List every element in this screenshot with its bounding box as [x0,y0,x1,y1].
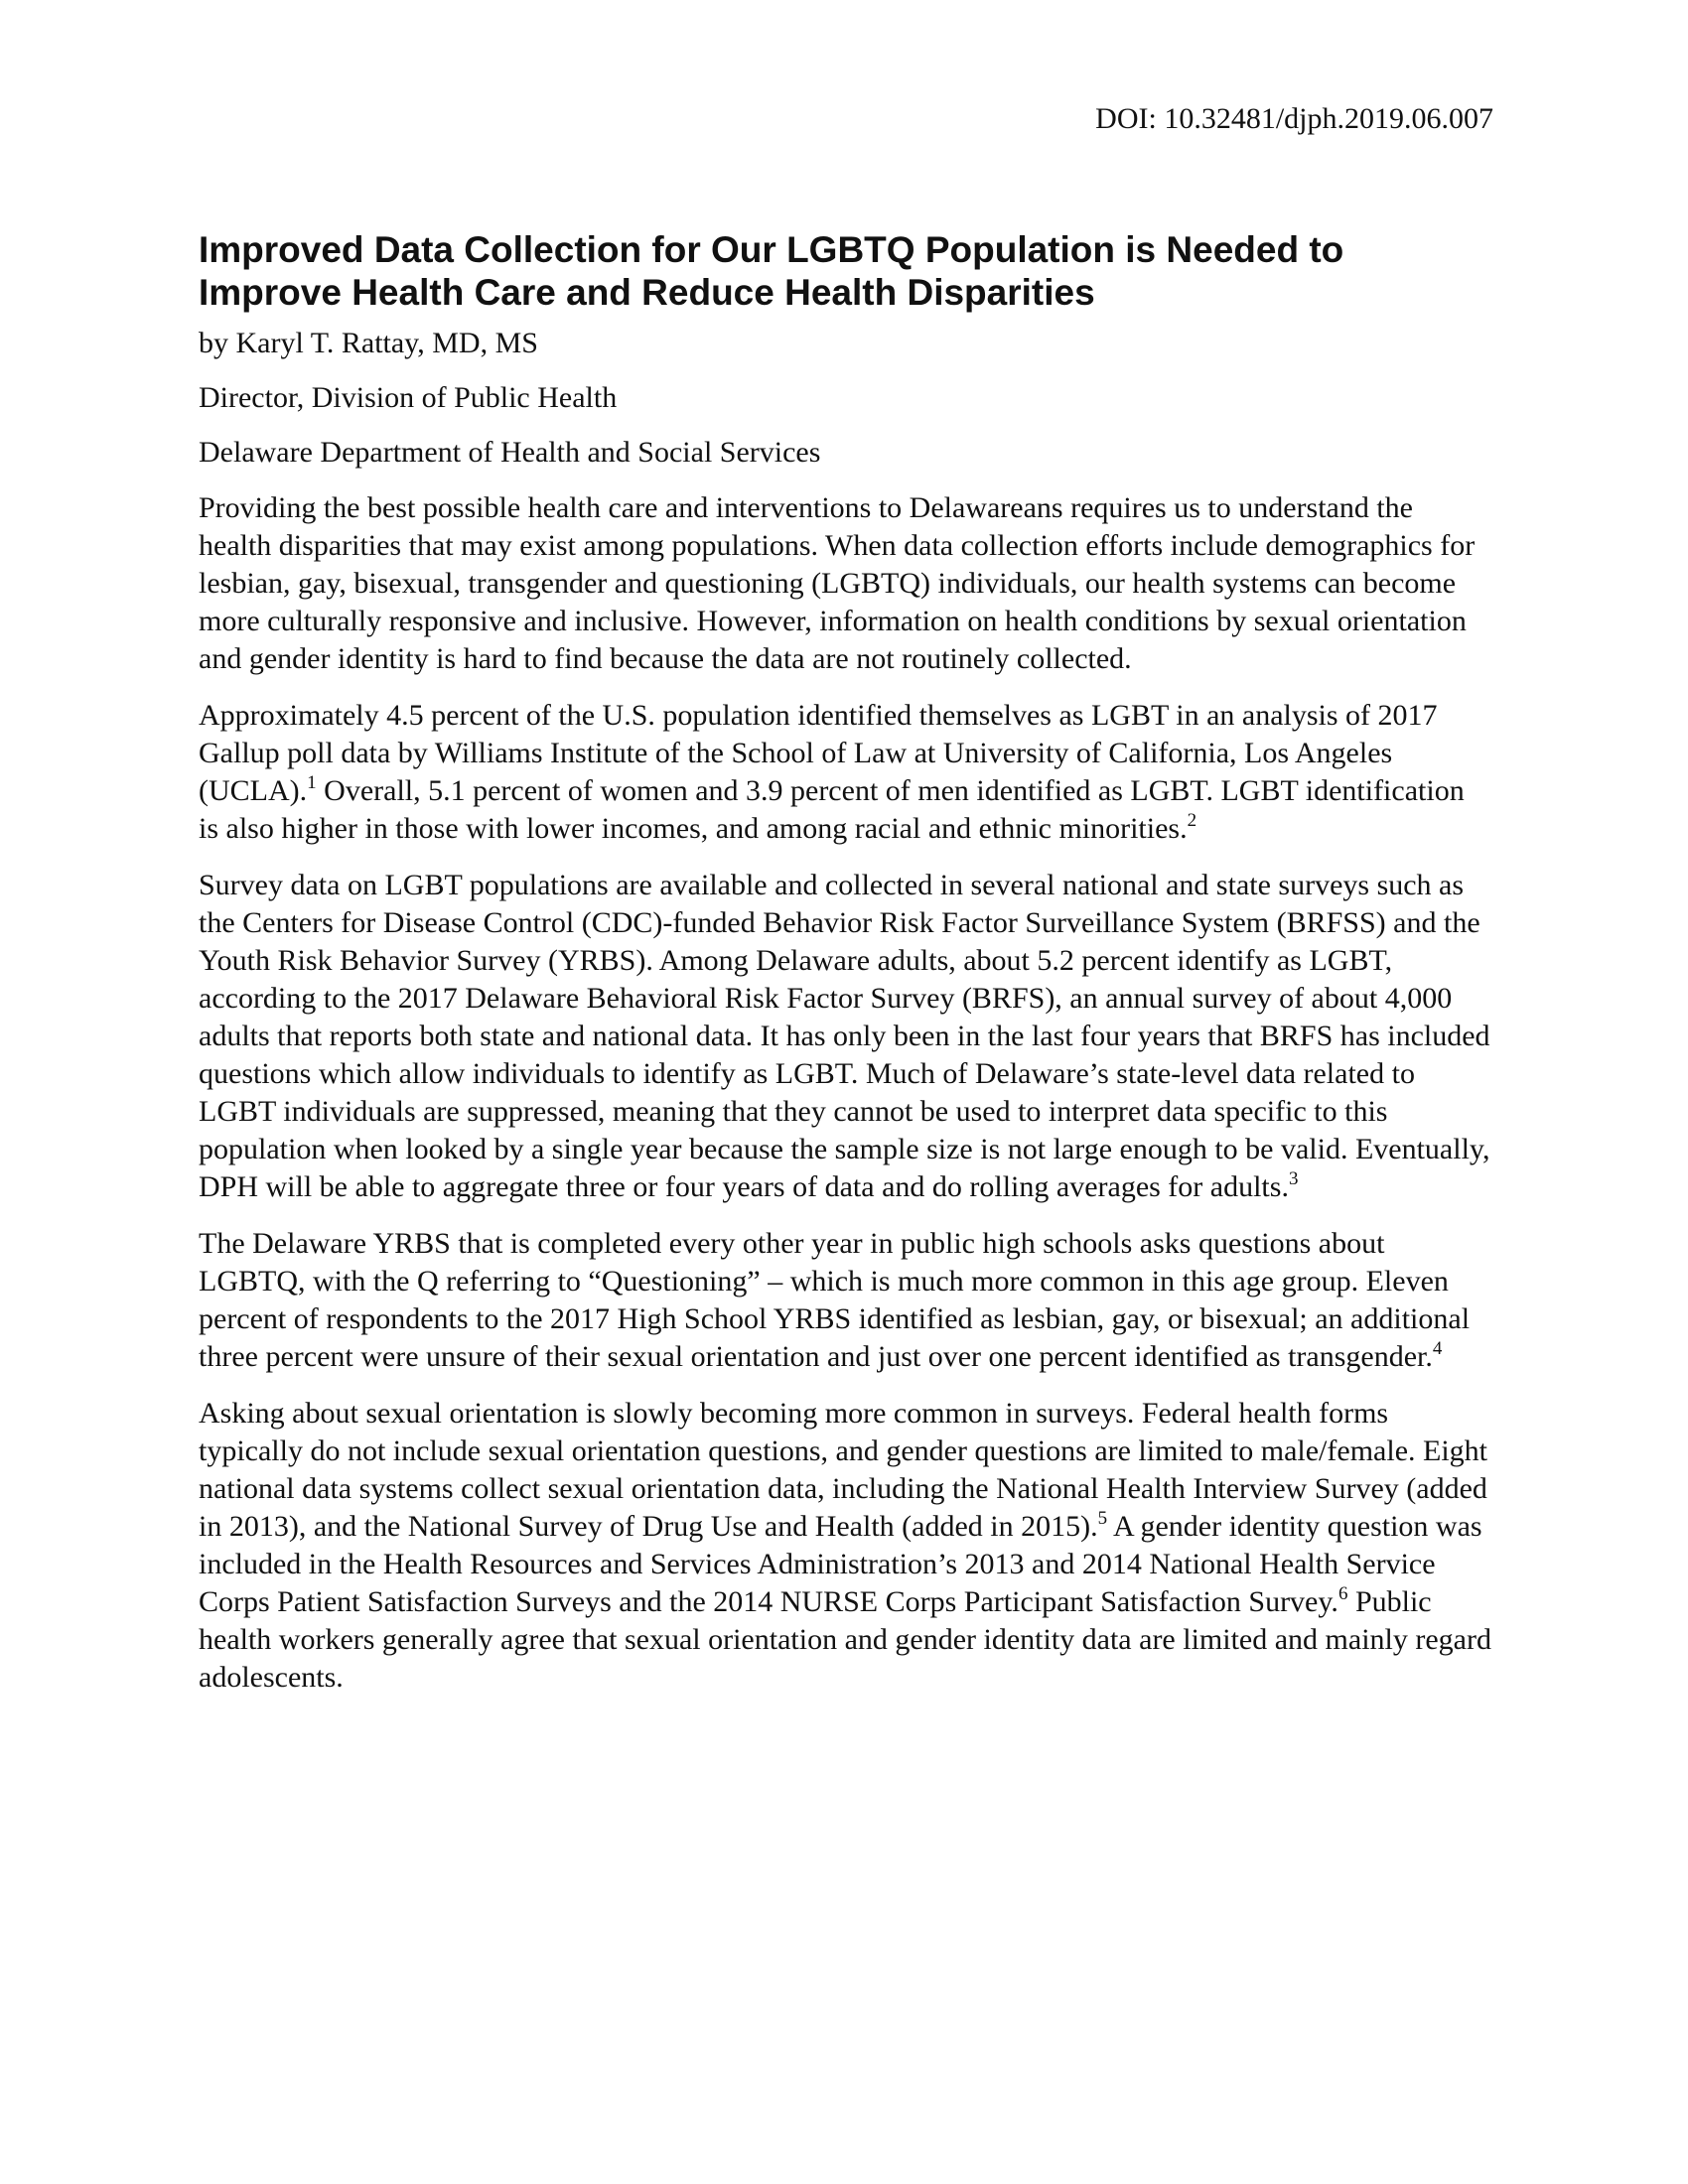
paragraph-text: Providing the best possible health care and interventions to Delawareans requires us to understand the health disparities that may exist among populations. When data collection efforts include demographics for lesbian, gay, bisexual, transgender and questioning (LGBTQ) individuals, our health systems can become more culturally responsive and inclusive. However, information on health conditions by sexual orientation and gender identity is hard to find because the data are not routinely collected. [199,491,1476,675]
paragraph-text: Public health workers generally agree that sexual orientation and gender identity data are limited and mainly regard adolescents. [199,1585,1491,1694]
reference-marker: 3 [1288,1168,1299,1189]
reference-marker: 1 [307,772,317,793]
author-department: Delaware Department of Health and Social Services [199,436,821,469]
reference-marker: 6 [1337,1583,1348,1604]
article-meta [199,326,1491,471]
article-content [199,228,1491,1715]
paragraph-text: Survey data on LGBT populations are available and collected in several national and state surveys such as the Centers for Disease Control (CDC)-funded Behavior Risk Factor Surveillance System (BRFSS) and the Youth Risk Behavior Survey (YRBS). Among Delaware adults, about 5.2 percent identify as LGBT, according to the 2017 Delaware Behavioral Risk Factor Survey (BRFS), an annual survey of about 4,000 adults that reports both state and national data. It has only been in the last four years that BRFS has included questions which allow individuals to identify as LGBT. Much of Delaware’s state-level data related to LGBT individuals are suppressed, meaning that they cannot be used to interpret data specific to this population when looked by a single year because the sample size is not large enough to be valid. Eventually, DPH will be able to aggregate three or four years of data and do rolling averages for adults. [199,869,1490,1203]
reference-marker: 2 [1187,810,1197,831]
body-paragraph [199,489,1491,678]
doi-label: DOI: 10.32481/djph.2019.06.007 [1095,102,1493,135]
body-paragraph [199,867,1491,1206]
reference-marker: 5 [1097,1508,1108,1529]
author-byline: by Karyl T. Rattay, MD, MS [199,327,538,359]
article-title: Improved Data Collection for Our LGBTQ Population is Needed to Improve Health Care and Reduce Health Disparities [199,229,1344,313]
body-paragraph [199,697,1491,848]
paragraph-text: Approximately 4.5 percent of the U.S. population identified themselves as LGBT in an analysis of 2017 Gallup poll data by Williams Institute of the School of Law at University of California, Los Angeles (UCLA). [199,699,1438,807]
paragraph-text: Asking about sexual orientation is slowly becoming more common in surveys. Federal health forms typically do not include sexual orientation questions, and gender questions are limited to male/female. Eight national data systems collect sexual orientation data, including the National Health Interview Survey (added in 2013), and the National Survey of Drug Use and Health (added in 2015). [199,1397,1487,1543]
paragraph-text: Overall, 5.1 percent of women and 3.9 percent of men identified as LGBT. LGBT identification is also higher in those with lower incomes, and among racial and ethnic minorities. [199,774,1465,845]
article-body [199,489,1491,1697]
paragraph-text: A gender identity question was included in the Health Resources and Services Administration’s 2013 and 2014 National Health Service Corps Patient Satisfaction Surveys and the 2014 NURSE Corps Participant Satisfaction Survey. [199,1510,1482,1618]
body-paragraph [199,1395,1491,1697]
paragraph-text: The Delaware YRBS that is completed every other year in public high schools asks questions about LGBTQ, with the Q referring to “Questioning” – which is much more common in this age group. Eleven percent of respondents to the 2017 High School YRBS identified as lesbian, gay, or bisexual; an additional three percent were unsure of their sexual orientation and just over one percent identified as transgender. [199,1227,1471,1373]
reference-marker: 4 [1432,1338,1443,1359]
body-paragraph [199,1225,1491,1376]
author-position: Director, Division of Public Health [199,381,618,414]
